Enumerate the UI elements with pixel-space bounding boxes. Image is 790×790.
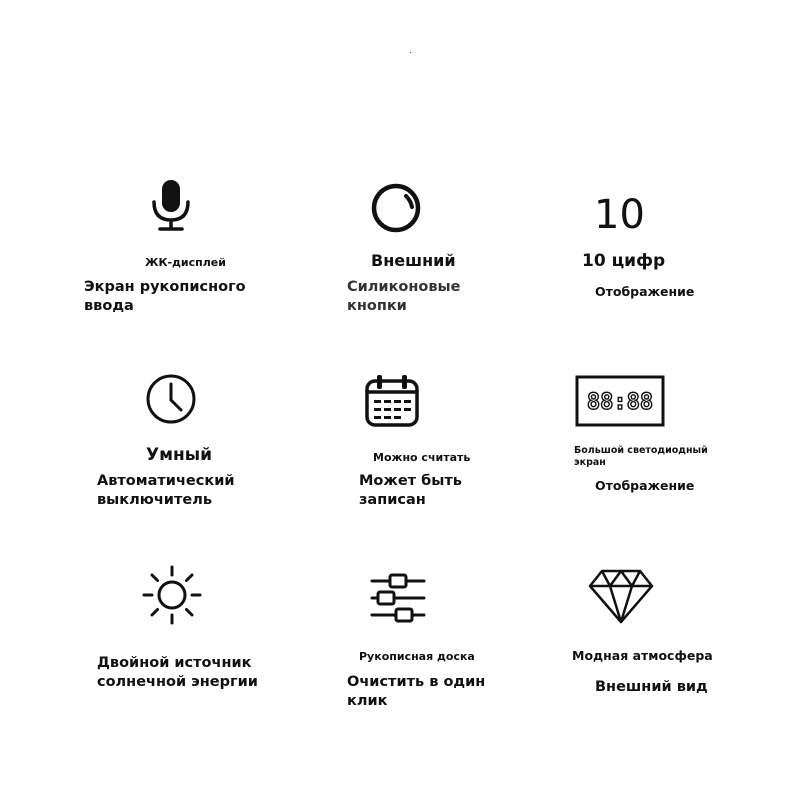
feature-lower-label: Экран рукописного ввода <box>84 279 246 314</box>
circle-button-icon <box>370 182 422 234</box>
sun-icon <box>142 565 202 625</box>
feature-upper-label: Большой светодиодный экран <box>574 445 708 468</box>
feature-lower-label: Двойной источник солнечной энергии <box>97 655 258 690</box>
feature-upper-label: ЖК-дисплей <box>145 256 226 269</box>
feature-lower-label: Очистить в один клик <box>347 674 486 709</box>
feature-upper-label: Умный <box>146 445 213 465</box>
feature-upper-label: Можно считать <box>373 451 471 464</box>
feature-lower-label: Внешний вид <box>595 679 708 695</box>
feature-lower-label: Отображение <box>595 478 695 493</box>
feature-lower-label: Отображение <box>595 284 695 299</box>
feature-upper-label: Модная атмосфера <box>572 648 713 663</box>
digital-display-icon <box>575 375 665 427</box>
microphone-icon <box>148 178 194 234</box>
sliders-icon <box>370 574 426 624</box>
feature-upper-label: Внешний <box>371 251 456 270</box>
clock-icon <box>145 373 197 425</box>
feature-upper-label: 10 цифр <box>582 251 666 271</box>
feature-lower-label: Может быть записан <box>359 473 462 508</box>
calendar-icon <box>364 372 420 428</box>
stray-dot <box>410 52 411 53</box>
feature-upper-label: Рукописная доска <box>359 650 475 663</box>
number-10-icon: 10 <box>594 192 645 238</box>
feature-lower-label: Силиконовые кнопки <box>347 279 461 314</box>
diamond-icon <box>588 568 654 624</box>
svg-text:88:88: 88:88 <box>586 390 654 415</box>
feature-lower-label: Автоматический выключитель <box>97 473 235 508</box>
